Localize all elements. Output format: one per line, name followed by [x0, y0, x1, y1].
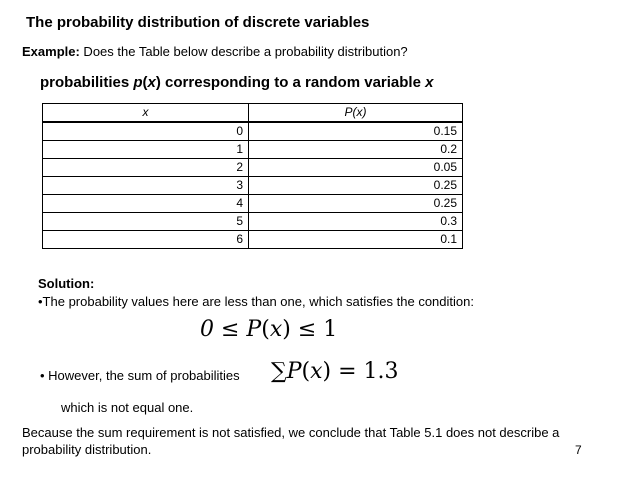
cell-x: 6 [43, 231, 249, 249]
condition-formula [200, 317, 338, 349]
formula2-close: ) [322, 359, 332, 384]
table-row [43, 159, 463, 177]
example-question [22, 44, 408, 59]
caption-mid: corresponding to a random variable [160, 74, 426, 91]
cell-px: 0.15 [249, 122, 463, 141]
caption-close: ) [155, 74, 161, 91]
solution-bullet-condition: •The probability values here are less than one, which satisfies the condition: [38, 294, 474, 309]
solution-bullet-sum: • However, the sum of probabilities [40, 368, 240, 383]
table-row [43, 177, 463, 195]
cell-x: 1 [43, 141, 249, 159]
example-label: Example: [22, 44, 80, 59]
header-px: P(x) [249, 104, 463, 123]
cell-x: 4 [43, 195, 249, 213]
formula1-left: 0 ≤ [200, 317, 247, 342]
example-text: Does the Table below describe a probability distribution? [79, 44, 408, 59]
sum-formula [271, 359, 413, 391]
table-row [43, 141, 463, 159]
formula1-x: x [269, 317, 283, 342]
table-caption [40, 74, 433, 91]
formula1-p: P [246, 317, 262, 342]
cell-x: 5 [43, 213, 249, 231]
caption-pre: probabilities [40, 74, 134, 91]
caption-x2: x [425, 74, 434, 91]
table-row [43, 213, 463, 231]
formula1-right: ≤ 1 [290, 317, 338, 342]
cell-x: 0 [43, 122, 249, 141]
cell-px: 0.25 [249, 195, 463, 213]
conclusion-text: Because the sum requirement is not satisfied, we conclude that Table 5.1 does not describe a probability distribution. [22, 425, 560, 457]
caption-p: p [133, 74, 143, 91]
table-header-row [43, 104, 463, 123]
table-row [43, 195, 463, 213]
cell-px: 0.05 [249, 159, 463, 177]
solution-heading: Solution: [38, 276, 95, 291]
page-number: 7 [575, 443, 582, 457]
cell-px: 0.2 [249, 141, 463, 159]
formula1-close: ) [282, 317, 291, 342]
formula2-open: ( [301, 359, 311, 384]
formula2-x: x [310, 359, 323, 384]
formula2-p: P [286, 359, 302, 384]
header-x: x [43, 104, 249, 123]
cell-px: 0.1 [249, 231, 463, 249]
cell-x: 3 [43, 177, 249, 195]
slide-title: The probability distribution of discrete variables [26, 14, 370, 31]
caption-open: ( [142, 74, 148, 91]
formula2-sigma: ∑ [271, 359, 287, 384]
cell-x: 2 [43, 159, 249, 177]
probability-table [42, 103, 463, 249]
cell-px: 0.3 [249, 213, 463, 231]
caption-x: x [147, 74, 156, 91]
not-equal-note: which is not equal one. [61, 400, 194, 415]
table-row [43, 231, 463, 249]
table-row [43, 122, 463, 141]
cell-px: 0.25 [249, 177, 463, 195]
formula1-open: ( [261, 317, 270, 342]
formula2-right: = 1.3 [331, 359, 399, 384]
